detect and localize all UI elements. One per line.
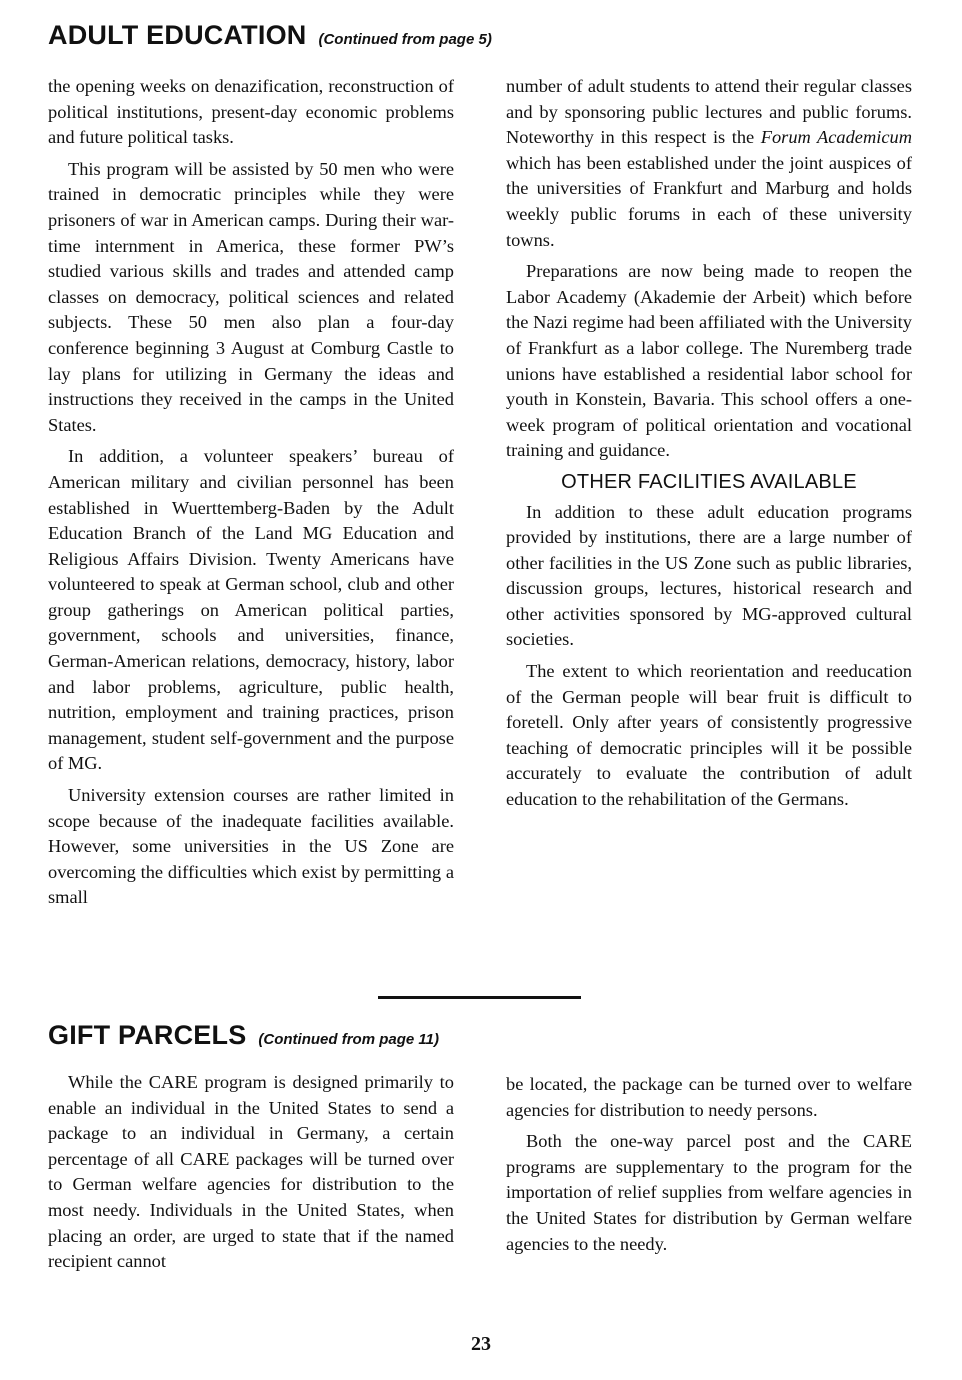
paragraph: While the CARE program is designed primarily to enable an individual in the United States to send a package to an individual in Germany, a certain percentage of all CARE packages will be turned over to German welfare agencies for distribution to the most needy. Individuals in the United States, when placing an order, are urged to state that if the named recipient cannot [48,1072,454,1272]
forum-academicum-italic: Forum Academicum [760,127,912,148]
paragraph: be located, the package can be turned over to welfare agencies for distribution to needy persons. [506,1074,912,1120]
paragraph: In addition to these adult education programs provided by institutions, there are a large number of other facilities in the US Zone such as public libraries, discussion groups, lectures, historical research and other activities sponsored by MG-approved cultural societies. [506,501,912,650]
paragraph: The extent to which reorientation and reeducation of the German people will bear fruit is difficult to foretell. Only after years of consistently progressive teaching of democratic principles will it be possible accurately to evaluate the contribution of adult education to the rehabilitation of the Germans. [506,661,912,810]
paragraph: University extension courses are rather limited in scope because of the inadequate facilities available. However, some universities in the US Zone are overcoming the difficulties which exist by permitting a small [48,785,454,908]
continued-note: (Continued from page 11) [258,1031,439,1048]
paragraph: In addition, a volunteer speakers’ bureau of American military and civilian personnel has been established in Wuerttemberg-Baden by the Adult Education Branch of the Land MG Education and Religious Affairs Division. Twenty Americans have volunteered to speak at German school, club and other group gatherings on American political parties, government, schools and universities, finance, German-American relations, democracy, history, labor and labor problems, agriculture, public health, nutrition, employment and training practices, prison management, student self-government and the purpose of MG. [48,446,454,774]
subheading: OTHER FACILITIES AVAILABLE [561,470,857,493]
paragraph [506,74,912,253]
gift-parcels-left-column [48,1070,454,1281]
gift-parcels-right-column [506,1072,912,1263]
adult-education-left-column [48,74,454,917]
paragraph: Both the one-way parcel post and the CARE programs are supplementary to the program for the importation of relief supplies from welfare agencies in the United States for distribution by German welfare agencies to the needy. [506,1131,912,1254]
paragraph: Preparations are now being made to reopen the Labor Academy (Akademie der Arbeit) which before the Nazi regime had been affiliated with the University of Frankfurt as a labor college. The Nuremberg trade unions have established a residential labor school for youth in Konstein, Bavaria. This school offers a one-week program of political orientation and vocational training and guidance. [506,261,912,461]
section-title: GIFT PARCELS [48,1020,247,1050]
adult-education-heading [48,20,492,51]
text-run: which has been established under the joint auspices of the universities of Frankfurt and Marburg and holds weekly public forums in each of these university towns. [506,152,912,250]
paragraph: the opening weeks on denazification, reconstruction of political institutions, present-day economic problems and future political tasks. [48,76,454,148]
section-divider [378,996,581,999]
continued-note: (Continued from page 5) [318,31,492,48]
gift-parcels-heading [48,1020,439,1051]
text-run: number of adult students to attend their regular classes and by sponsoring public lectures and public forums. Noteworthy in this respect is the [506,76,912,148]
paragraph: This program will be assisted by 50 men who were trained in democratic principles while they were prisoners of war in American camps. During their war-time internment in America, these former PW’s studied various skills and trades and attended camp classes on democracy, political sciences and related subjects. These 50 men also plan a four-day conference beginning 3 August at Comburg Castle to lay plans for utilizing in Germany the ideas and instructions they received in the camps in the United States. [48,158,454,435]
section-title: ADULT EDUCATION [48,20,307,50]
adult-education-right-column [506,74,912,819]
page-number: 23 [471,1333,491,1355]
